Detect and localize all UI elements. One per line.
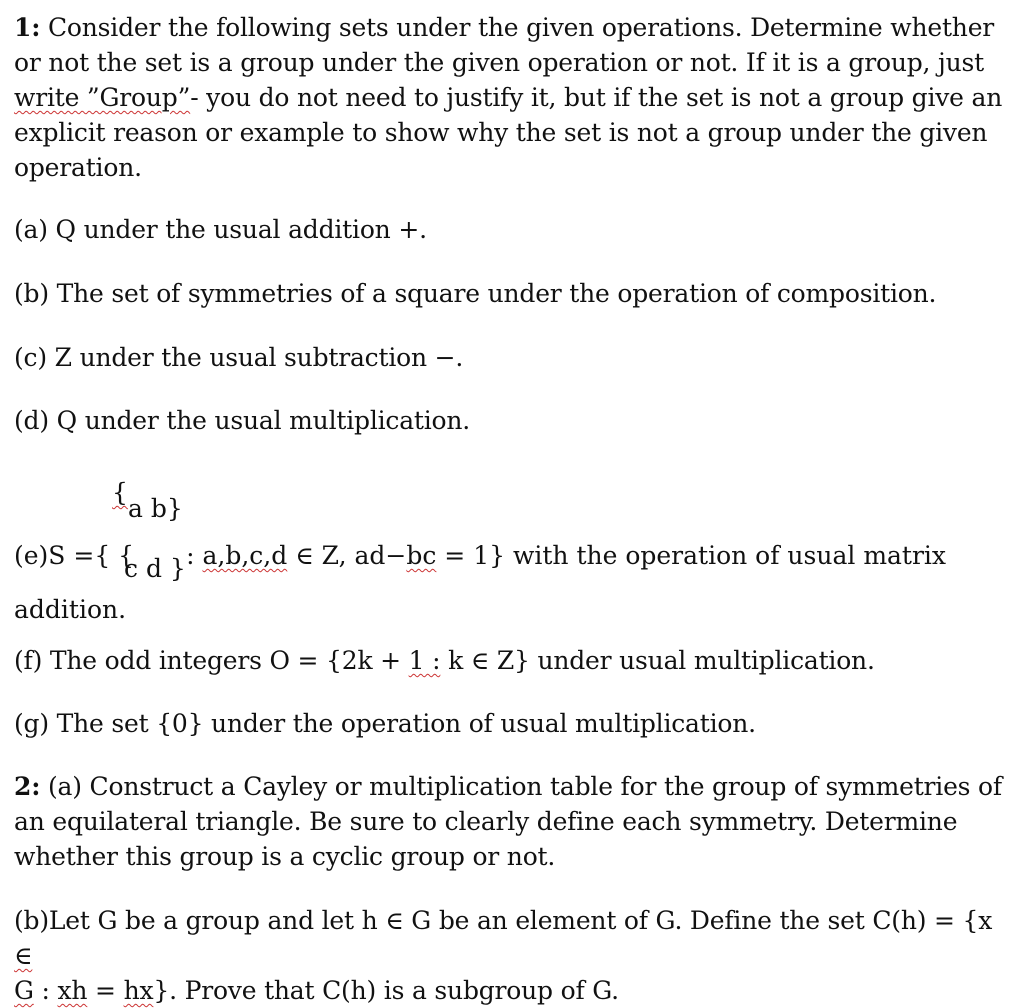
part-b: (b) The set of symmetries of a square under the operation of composition. [14,279,937,308]
part-e-colon: : [186,541,195,570]
part-g: (g) The set {0} under the operation of usual multiplication. [14,709,756,738]
matrix-brace-top: { [112,478,128,507]
question-2-part-a [14,769,1010,874]
part-e-bc: bc [406,541,437,570]
question-2-a-text: (a) Construct a Cayley or multiplication table for the group of symmetries of an equilateral triangle. Be sure to clearly define each symmetry. Determine whether this group is a cyclic group or not. [14,772,1002,871]
matrix-row-1: a b} [128,494,183,523]
q2b-mid2: = [87,976,124,1005]
part-f-pre: (f) The odd integers O = {2k + [14,646,409,675]
question-2-part-b [14,903,1010,1008]
q2b-xh: xh [57,976,88,1005]
part-d: (d) Q under the usual multiplication. [14,406,471,435]
question-1-number: 1: [14,13,41,42]
part-f-post: k ∈ Z} under usual multiplication. [440,646,875,675]
part-c: (c) Z under the usual subtraction −. [14,343,464,372]
write-group-text: write ”Group” [14,83,191,112]
q2b-post: }. Prove that C(h) is a subgroup of G. [153,976,619,1005]
q2b-pre: (b)Let G be a group and let h ∈ G be an element of G. Define the set C(h) = {x [14,906,993,935]
matrix-row-2: c d } [124,554,186,583]
part-e-prefix: (e)S ={ { [14,541,135,570]
q2b-mid1: : [33,976,58,1005]
q2b-in: ∈ [14,941,33,970]
question-1-intro-tail: - you do not need to justify it, but if the set is not a group give an explicit reason or example to show why the set is not a group under the given operation. [14,83,1003,182]
question-2-number: 2: [14,772,41,801]
part-e-vars: a,b,c,d [202,541,288,570]
question-1-intro [14,10,1010,185]
question-1-intro-text: Consider the following sets under the given operations. Determine whether or not the set is a group under the given operation or not. If it is a group, just [14,13,995,77]
part-f-one: 1 : [408,646,441,675]
part-e [14,478,1010,624]
q2b-g: G [14,976,34,1005]
part-e-cond: ∈ Z, ad− [287,541,407,570]
part-f [14,643,875,678]
part-a: (a) Q under the usual addition +. [14,215,427,244]
part-e-rest: = 1} with the operation of usual matrix [436,541,947,570]
q2b-hx: hx [123,976,154,1005]
part-e-tail: addition. [14,595,127,624]
